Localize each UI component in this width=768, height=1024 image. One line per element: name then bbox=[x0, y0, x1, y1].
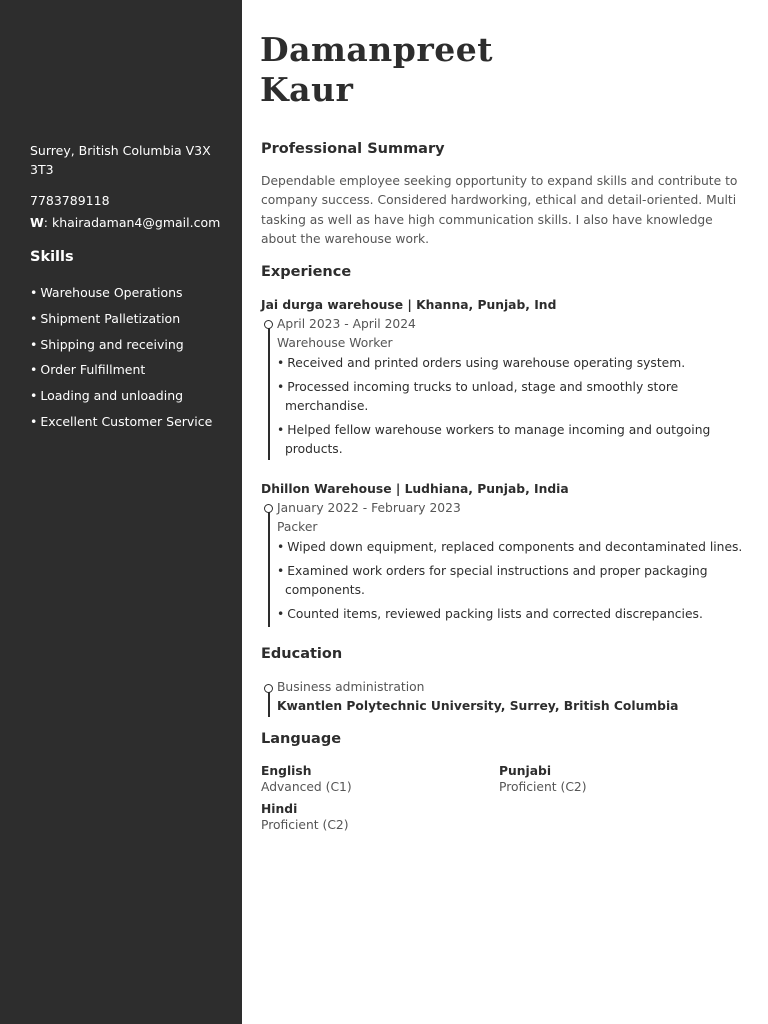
job-bullet: • Received and printed orders using warehouse operating system. bbox=[277, 354, 747, 374]
job-role: Packer bbox=[277, 520, 318, 534]
email-label: W bbox=[30, 215, 44, 230]
job-bullets bbox=[277, 538, 747, 628]
job-dates: January 2022 - February 2023 bbox=[277, 501, 461, 515]
skills-heading: Skills bbox=[30, 249, 74, 265]
timeline-dot bbox=[264, 320, 273, 329]
language-level: Advanced (C1) bbox=[261, 780, 352, 794]
language-heading: Language bbox=[261, 731, 342, 747]
email-value: : khairadaman4@gmail.com bbox=[43, 215, 221, 230]
summary-text: Dependable employee seeking opportunity to expand skills and contribute to company success. Considered hardworking, ethical and detail-oriented. Multi tasking as well as have high communication skills. I also have knowledge about the warehouse work. bbox=[261, 174, 738, 246]
job-bullet: • Wiped down equipment, replaced components and decontaminated lines. bbox=[277, 538, 747, 558]
timeline-dot bbox=[264, 504, 273, 513]
name-first: Damanpreet bbox=[260, 30, 493, 69]
timeline-line bbox=[268, 510, 270, 627]
language-name: English bbox=[261, 764, 312, 778]
skill-item: • Excellent Customer Service bbox=[30, 412, 212, 438]
language-name: Punjabi bbox=[499, 764, 552, 778]
sidebar bbox=[0, 0, 242, 1024]
email bbox=[30, 213, 225, 232]
timeline-dot bbox=[264, 684, 273, 693]
main-content bbox=[242, 0, 768, 1024]
skills-list bbox=[30, 283, 212, 438]
education-heading: Education bbox=[261, 646, 343, 662]
experience-heading: Experience bbox=[261, 264, 352, 280]
job-role: Warehouse Worker bbox=[277, 336, 393, 350]
job-bullet: • Counted items, reviewed packing lists and corrected discrepancies. bbox=[277, 605, 747, 625]
candidate-name bbox=[260, 30, 493, 110]
language-name: Hindi bbox=[261, 802, 298, 816]
job-bullet: • Processed incoming trucks to unload, stage and smoothly store merchandise. bbox=[277, 378, 747, 417]
job-bullet: • Examined work orders for special instructions and proper packaging components. bbox=[277, 562, 747, 601]
language-level: Proficient (C2) bbox=[499, 780, 587, 794]
summary-heading: Professional Summary bbox=[261, 141, 445, 157]
language-level: Proficient (C2) bbox=[261, 818, 349, 832]
job-company: Jai durga warehouse | Khanna, Punjab, Ind bbox=[261, 298, 557, 312]
skill-item: • Warehouse Operations bbox=[30, 283, 212, 309]
education-degree: Business administration bbox=[277, 680, 425, 694]
timeline-line bbox=[268, 326, 270, 460]
job-company: Dhillon Warehouse | Ludhiana, Punjab, India bbox=[261, 482, 569, 496]
phone: 7783789118 bbox=[30, 193, 110, 208]
name-last: Kaur bbox=[260, 70, 354, 109]
education-school: Kwantlen Polytechnic University, Surrey, British Columbia bbox=[277, 699, 679, 713]
skill-item: • Loading and unloading bbox=[30, 386, 212, 412]
skill-item: • Shipment Palletization bbox=[30, 309, 212, 335]
job-dates: April 2023 - April 2024 bbox=[277, 317, 416, 331]
skill-item: • Order Fulfillment bbox=[30, 360, 212, 386]
address: Surrey, British Columbia V3X 3T3 bbox=[30, 143, 211, 177]
timeline-line bbox=[268, 690, 270, 717]
job-bullet: • Helped fellow warehouse workers to manage incoming and outgoing products. bbox=[277, 421, 747, 460]
job-bullets bbox=[277, 354, 747, 464]
skill-item: • Shipping and receiving bbox=[30, 335, 212, 361]
